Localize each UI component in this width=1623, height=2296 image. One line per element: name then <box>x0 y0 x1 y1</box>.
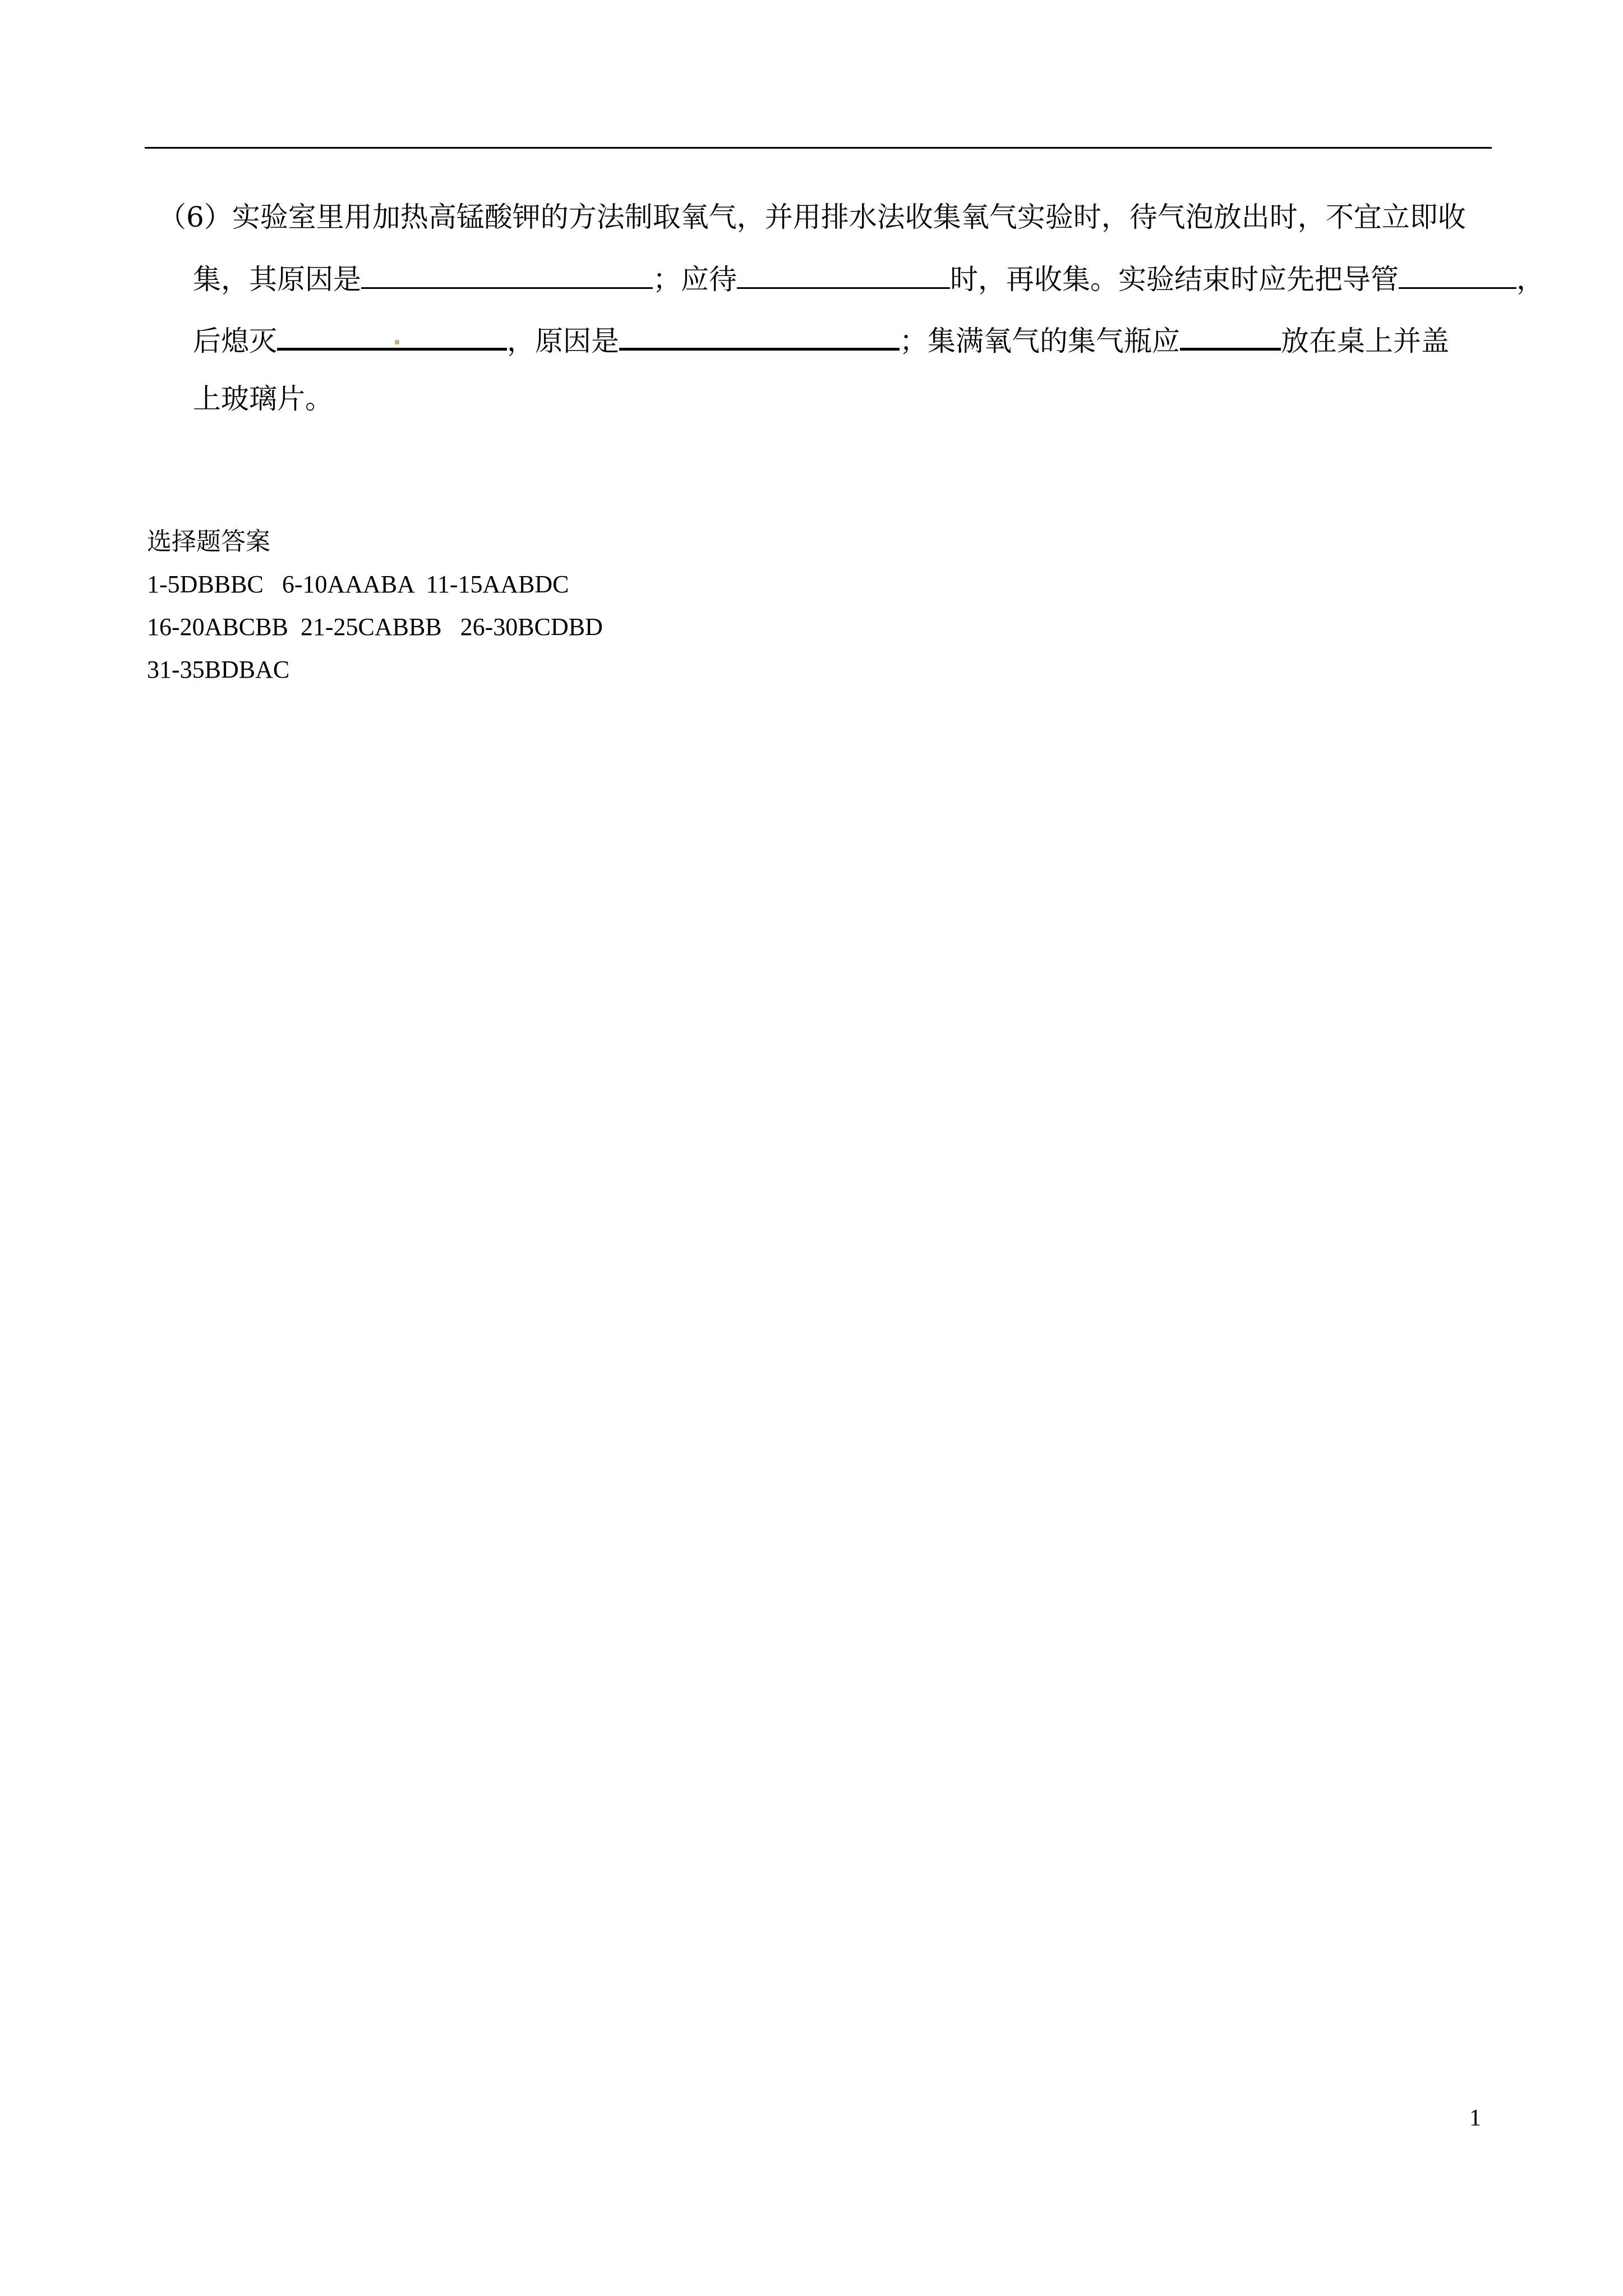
answer-key-row: 31-35BDBAC <box>147 656 290 683</box>
question-text: （6）实验室里用加热高锰酸钾的方法制取氧气，并用排水法收集氧气实验时，待气泡放出时，不宜立即收 <box>158 201 1466 233</box>
answer-blank-bottle-placement[interactable] <box>1180 324 1281 351</box>
question-text: 后熄灭 <box>193 325 277 357</box>
answer-blank-cause[interactable] <box>619 324 900 351</box>
question-text: 集，其原因是 <box>193 263 361 296</box>
answer-key-row: 16-20ABCBB 21-25CABBB 26-30BCDBD <box>147 613 603 641</box>
answer-blank-extinguish[interactable] <box>277 324 507 351</box>
question-line-4 <box>158 385 1571 413</box>
page-number: 1 <box>1469 2105 1481 2131</box>
answer-key-row: 1-5DBBBC 6-10AAABA 11-15AABDC <box>147 570 569 598</box>
question-text: ；集满氧气的集气瓶应 <box>900 325 1180 357</box>
question-line-3 <box>158 324 1571 357</box>
question-text: 上玻璃片。 <box>193 383 333 415</box>
question-line-1 <box>158 203 1571 231</box>
answer-blank-tube-action[interactable] <box>1399 264 1516 289</box>
question-line-2 <box>158 263 1571 296</box>
question-text: ， <box>1516 263 1544 296</box>
answer-key-title: 选择题答案 <box>147 527 270 556</box>
ink-speck <box>395 340 399 344</box>
question-text: ；应待 <box>653 263 737 296</box>
question-text: ，原因是 <box>507 325 619 357</box>
answer-blank-wait-until[interactable] <box>737 264 950 289</box>
question-6 <box>158 203 1571 445</box>
answer-blank-reason[interactable] <box>361 264 653 289</box>
question-text: 放在桌上并盖 <box>1281 325 1449 357</box>
header-rule <box>145 147 1492 149</box>
question-text: 时，再收集。实验结束时应先把导管 <box>950 263 1399 296</box>
answer-key <box>147 521 603 691</box>
